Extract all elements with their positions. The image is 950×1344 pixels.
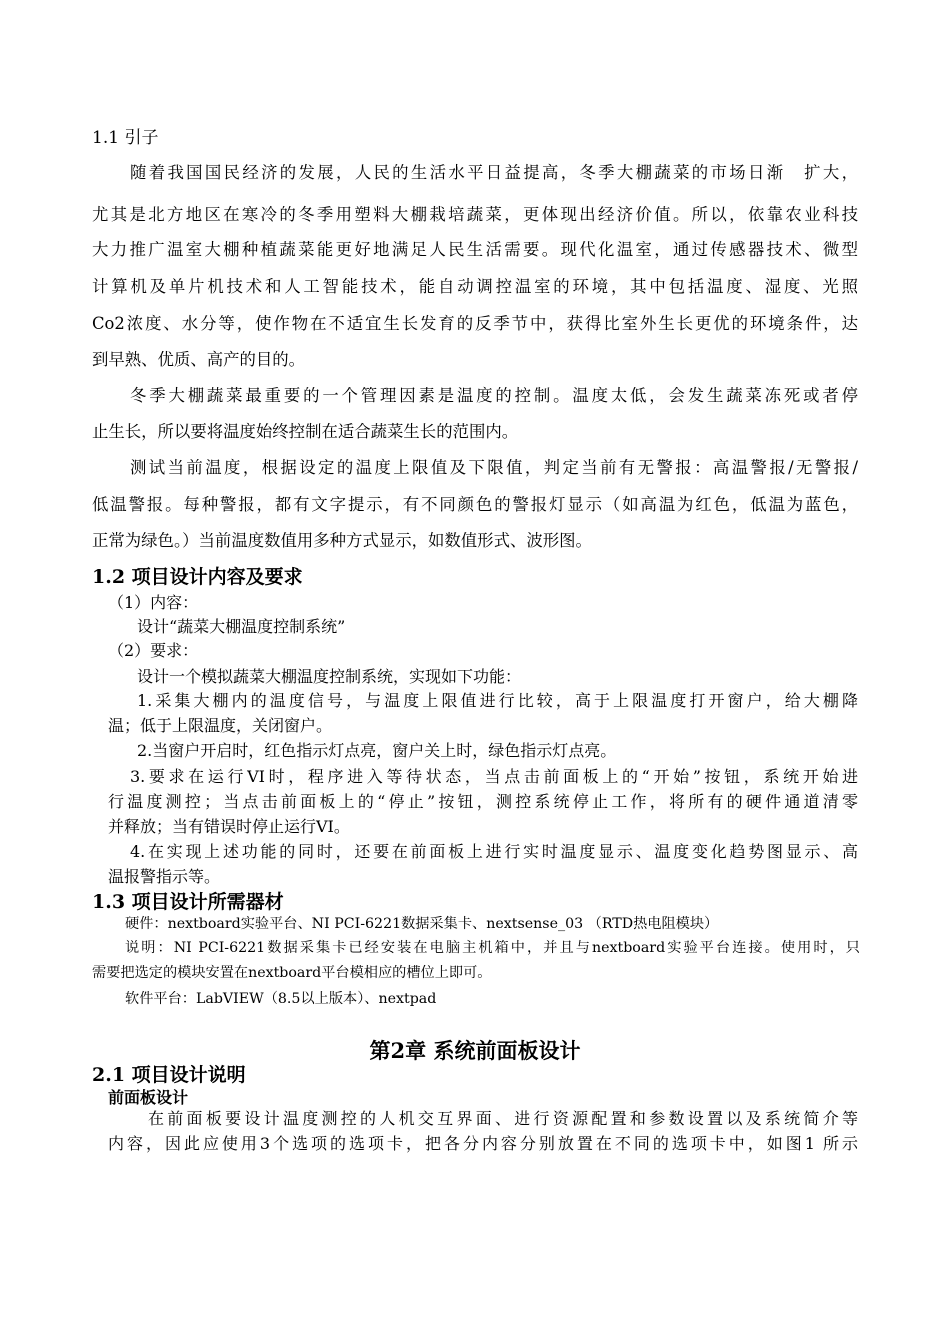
requirement-item: 4.在实现上述功能的同时，还要在前面板上进行实时温度显示、温度变化趋势图显示、高	[130, 842, 858, 861]
section-heading-1-3: 1.3 项目设计所需器材	[92, 891, 284, 913]
paragraph-line: 计算机及单片机技术和人工智能技术，能自动调控温室的环境，其中包括温度、湿度、光照	[92, 277, 858, 296]
paragraph-line: 随着我国国民经济的发展，人民的生活水平日益提高，冬季大棚蔬菜的市场日渐 扩大，	[130, 163, 858, 182]
paragraph-line: 内容，因此应使用3个选项的选项卡，把各分内容分别放置在不同的选项卡中，如图1 所示	[108, 1134, 858, 1153]
paragraph-line: 止生长，所以要将温度始终控制在适合蔬菜生长的范围内。	[92, 422, 519, 441]
paragraph-line: 测试当前温度，根据设定的温度上限值及下限值，判定当前有无警报：高温警报/无警报/	[130, 458, 858, 477]
section-heading-1-2: 1.2 项目设计内容及要求	[92, 566, 303, 588]
subsection-heading: 前面板设计	[108, 1088, 189, 1107]
requirement-intro: 设计一个模拟蔬菜大棚温度控制系统，实现如下功能：	[137, 667, 522, 686]
requirement-item: 并释放；当有错误时停止运行VI。	[108, 817, 350, 836]
requirement-item: 温；低于上限温度，关闭窗户。	[108, 716, 333, 735]
paragraph-line: Co2浓度、水分等，使作物在不适宜生长发育的反季节中，获得比室外生长更优的环境条件，达	[92, 314, 858, 333]
paragraph-line: 低温警报。每种警报，都有文字提示，有不同颜色的警报灯显示（如高温为红色，低温为蓝色，	[92, 495, 858, 514]
note-line: 说明：NI PCI-6221数据采集卡已经安装在电脑主机箱中，并且与nextboard实验平台连接。使用时，只	[125, 940, 860, 956]
chapter-title: 第2章 系统前面板设计	[369, 1038, 581, 1063]
requirement-item: 温报警指示等。	[108, 867, 221, 886]
section-heading-1-1: 1.1 引子	[92, 128, 159, 148]
paragraph-line: 尤其是北方地区在寒冷的冬季用塑料大棚栽培蔬菜，更体现出经济价值。所以，依靠农业科技	[92, 205, 858, 224]
note-line: 需要把选定的模块安置在nextboard平台模相应的槽位上即可。	[92, 965, 492, 981]
paragraph-line: 到早熟、优质、高产的目的。	[92, 350, 306, 369]
content-text: 设计“蔬菜大棚温度控制系统”	[137, 617, 346, 636]
content-label: （1）内容：	[108, 593, 199, 612]
software-line: 软件平台：LabVIEW（8.5以上版本）、nextpad	[125, 991, 437, 1007]
requirement-item: 3.要求在运行VI时，程序进入等待状态，当点击前面板上的“开始”按钮，系统开始进	[130, 767, 858, 786]
requirement-item: 1.采集大棚内的温度信号，与温度上限值进行比较，高于上限温度打开窗户，给大棚降	[137, 691, 858, 710]
paragraph-line: 正常为绿色。）当前温度数值用多种方式显示，如数值形式、波形图。	[92, 531, 592, 550]
requirement-item: 行温度测控；当点击前面板上的“停止”按钮，测控系统停止工作，将所有的硬件通道清零	[108, 792, 858, 811]
requirement-item: 2.当窗户开启时，红色指示灯点亮，窗户关上时，绿色指示灯点亮。	[137, 741, 617, 760]
paragraph-line: 冬季大棚蔬菜最重要的一个管理因素是温度的控制。温度太低，会发生蔬菜冻死或者停	[130, 386, 858, 405]
hardware-line: 硬件：nextboard实验平台、NI PCI-6221数据采集卡、nextsense_03 （RTD热电阻模块）	[125, 916, 719, 932]
section-heading-2-1: 2.1 项目设计说明	[92, 1064, 246, 1086]
paragraph-line: 大力推广温室大棚种植蔬菜能更好地满足人民生活需要。现代化温室，通过传感器技术、微型	[92, 240, 858, 259]
requirement-label: （2）要求：	[108, 641, 199, 660]
paragraph-line: 在前面板要设计温度测控的人机交互界面、进行资源配置和参数设置以及系统简介等	[148, 1109, 858, 1128]
